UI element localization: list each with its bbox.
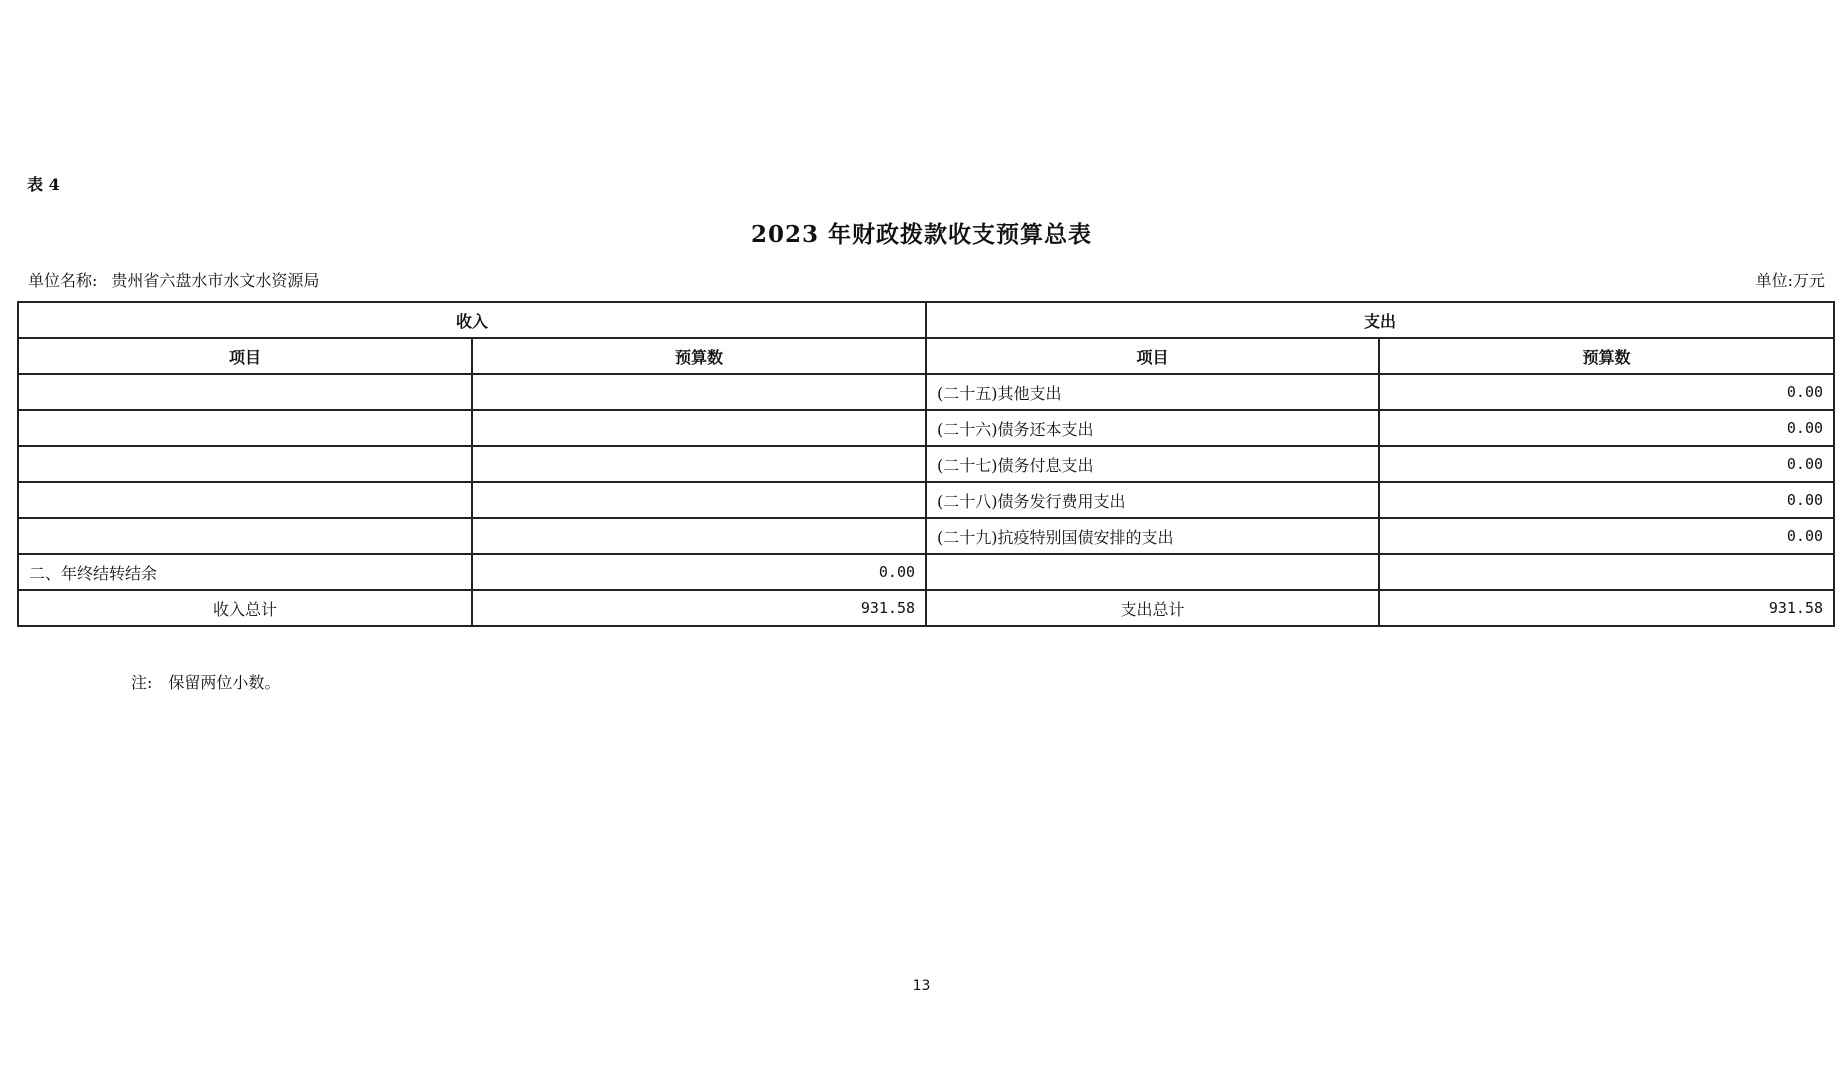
expense-total-value: 931.58 [1379,590,1834,626]
expense-item-cell: (二十七)债务付息支出 [926,446,1379,482]
table-row [18,554,1834,590]
income-value-cell: 0.00 [472,554,926,590]
page-number: 13 [912,978,931,994]
unit-name-line [28,268,319,291]
footnote-label: 注: [131,673,153,692]
income-value-cell [472,446,926,482]
expense-value-cell [1379,554,1834,590]
income-item-cell [18,446,472,482]
income-total-label: 收入总计 [18,590,472,626]
page-title: 2023 年财政拨款收支预算总表 [750,221,1093,248]
table-number-label: 表 4 [27,175,60,194]
expense-total-label: 支出总计 [926,590,1379,626]
income-item-cell [18,518,472,554]
expense-section-header: 支出 [926,302,1834,338]
table-row [18,374,1834,410]
expense-item-cell: (二十八)债务发行费用支出 [926,482,1379,518]
unit-name-value: 贵州省六盘水市水文水资源局 [111,271,320,290]
expense-value-cell: 0.00 [1379,374,1834,410]
income-item-cell [18,482,472,518]
table-row [18,410,1834,446]
unit-measure: 单位:万元 [1755,271,1825,290]
expense-item-header: 项目 [926,338,1379,374]
income-value-cell [472,374,926,410]
income-value-cell [472,410,926,446]
expense-value-cell: 0.00 [1379,482,1834,518]
income-section-header: 收入 [18,302,926,338]
income-budget-header: 预算数 [472,338,926,374]
footnote-text: 保留两位小数。 [168,673,281,692]
income-item-cell [18,410,472,446]
income-value-cell [472,482,926,518]
table-row [18,518,1834,554]
income-value-cell [472,518,926,554]
expense-item-cell: (二十六)债务还本支出 [926,410,1379,446]
expense-item-cell [926,554,1379,590]
section-header-row [18,302,1834,338]
expense-value-cell: 0.00 [1379,410,1834,446]
expense-value-cell: 0.00 [1379,446,1834,482]
income-total-value: 931.58 [472,590,926,626]
income-item-cell [18,374,472,410]
expense-budget-header: 预算数 [1379,338,1834,374]
expense-value-cell: 0.00 [1379,518,1834,554]
table-row [18,446,1834,482]
income-item-cell: 二、年终结转结余 [18,554,472,590]
expense-item-cell: (二十九)抗疫特别国债安排的支出 [926,518,1379,554]
table-row [18,482,1834,518]
unit-name-label: 单位名称: [28,271,98,290]
column-header-row [18,338,1834,374]
budget-table [17,301,1835,627]
expense-item-cell: (二十五)其他支出 [926,374,1379,410]
income-item-header: 项目 [18,338,472,374]
footnote [131,670,280,693]
totals-row [18,590,1834,626]
